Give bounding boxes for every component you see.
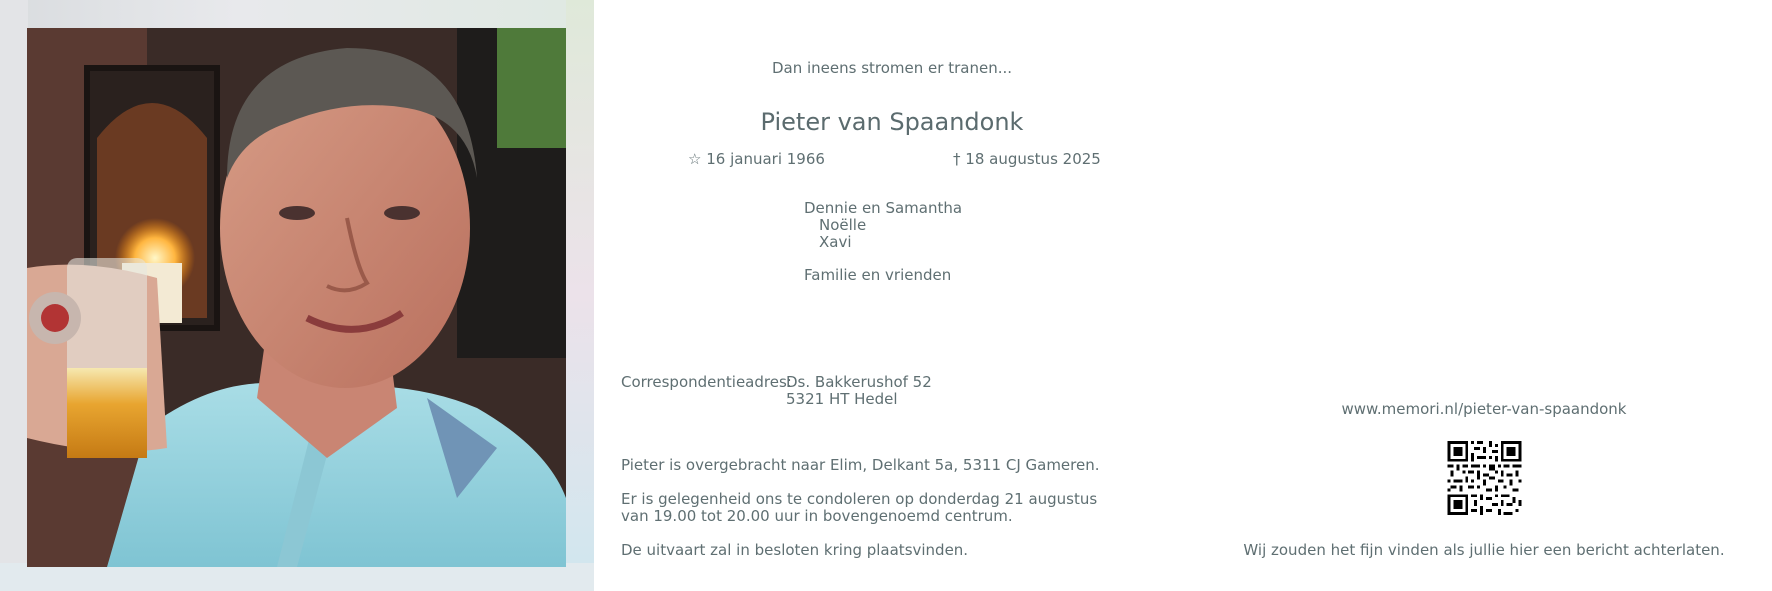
portrait-illustration <box>27 28 566 567</box>
photo-border-right <box>566 0 594 591</box>
correspondence-label: Correspondentieadres: <box>621 373 792 391</box>
star-icon: ☆ <box>688 150 702 168</box>
memorial-message: Wij zouden het fijn vinden als jullie hier een bericht achterlaten. <box>1243 541 1725 559</box>
family-line-2: Noëlle <box>819 216 867 234</box>
qr-code-icon[interactable] <box>1447 441 1522 515</box>
family-line-1: Dennie en Samantha <box>804 199 963 217</box>
correspondence-street: Ds. Bakkerushof 52 <box>786 373 932 391</box>
photo-border-bottom <box>0 563 594 591</box>
photo-border-left <box>0 0 28 591</box>
portrait-photo <box>27 28 566 567</box>
funeral-text: De uitvaart zal in besloten kring plaatsvinden. <box>621 541 969 559</box>
verse-text: Dan ineens stromen er tranen... <box>771 59 1012 77</box>
family-line-4: Familie en vrienden <box>804 266 952 284</box>
correspondence-city: 5321 HT Hedel <box>786 390 898 408</box>
condolence-text-2: van 19.00 tot 20.00 uur in bovengenoemd centrum. <box>621 507 1013 525</box>
birth-date <box>688 151 825 168</box>
cross-icon: † <box>953 150 961 168</box>
condolence-text-1: Er is gelegenheid ons te condoleren op donderdag 21 augustus <box>621 490 1098 508</box>
photo-panel <box>0 0 594 591</box>
death-date-text: 18 augustus 2025 <box>965 150 1101 168</box>
memorial-url[interactable]: www.memori.nl/pieter-van-spaandonk <box>1341 400 1627 418</box>
transfer-text: Pieter is overgebracht naar Elim, Delkant 5a, 5311 CJ Gameren. <box>621 456 1100 474</box>
deceased-name: Pieter van Spaandonk <box>760 108 1024 136</box>
birth-date-text: 16 januari 1966 <box>706 150 825 168</box>
death-date <box>953 151 1101 168</box>
family-line-3: Xavi <box>819 233 852 251</box>
